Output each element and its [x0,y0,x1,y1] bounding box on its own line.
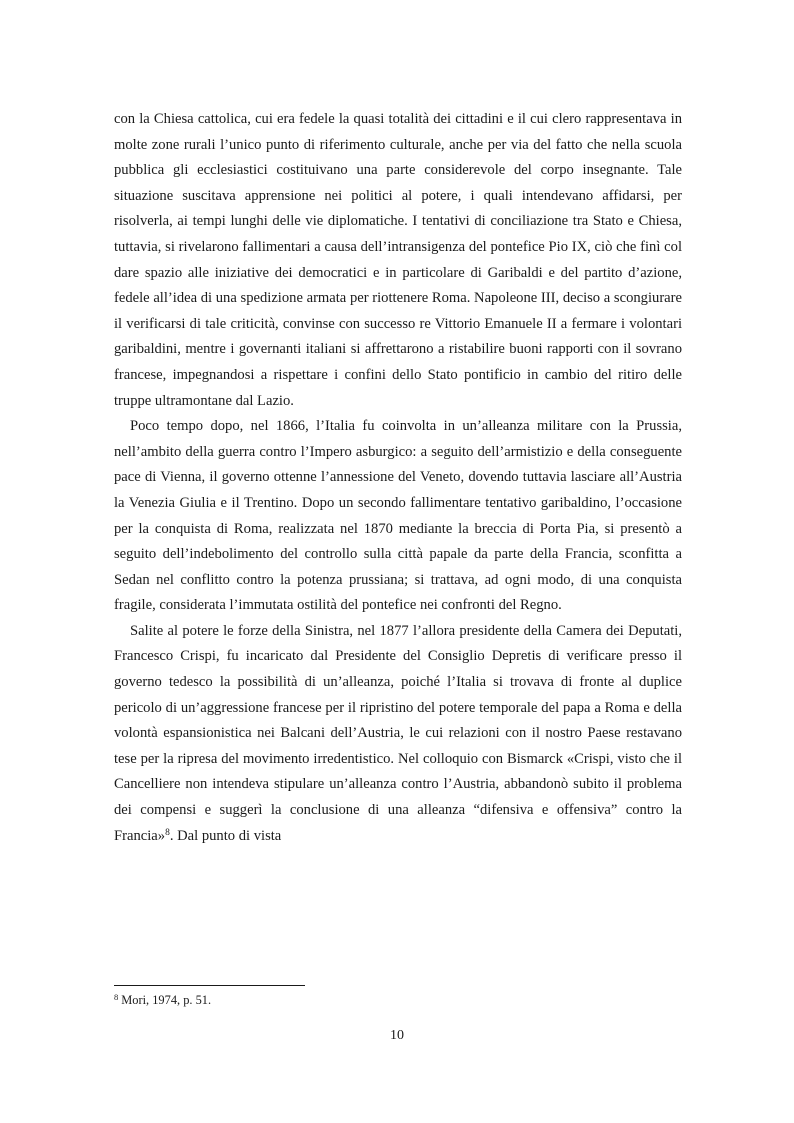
footnote-number: 8 [114,992,119,1002]
paragraph-3-text: Salite al potere le forze della Sinistra, nel 1877 l’allora presidente della Camera dei Deputati, Francesco Crispi, fu incaricato dal Presidente del Consiglio Depretis di verificare presso il governo tedesco la possibilità di un’alleanza, poiché l’Italia si trovava di fronte al duplice pericolo di un’aggressione francese per il ripristino del potere temporale del papa a Roma e della volontà espansionistica nei Balcani dell’Austria, le cui relazioni con il nostro Paese restavano tese per la ripresa del movimento irredentistico. Nel colloquio con Bismarck «Crispi, visto che il Cancelliere non intendeva stipulare un’alleanza contro l’Austria, abbandonò subito il problema dei compensi e suggerì la conclusione di una alleanza “difensiva e offensiva” contro la Francia» [114,622,682,844]
body-paragraph-2: Poco tempo dopo, nel 1866, l’Italia fu coinvolta in un’alleanza militare con la Prussia, nell’ambito della guerra contro l’Impero asburgico: a seguito dell’armistizio e della conseguente pace di Vienna, il governo ottenne l’annessione del Veneto, dovendo tuttavia lasciare all’Austria la Venezia Giulia e il Trentino. Dopo un secondo fallimentare tentativo garibaldino, l’occasione per la conquista di Roma, realizzata nel 1870 mediante la breccia di Porta Pia, si presentò a seguito dell’indebolimento del controllo sulla città papale da parte della Francia, sconfitta a Sedan nel conflitto contro la potenza prussiana; si trattava, ad ogni modo, di una conquista fragile, considerata l’immutata ostilità del pontefice nei confronti del Regno. [114,418,682,614]
footnote-text: Mori, 1974, p. 51. [121,993,212,1007]
footnote-reference[interactable]: 8 [165,827,170,838]
body-paragraph-1: con la Chiesa cattolica, cui era fedele la quasi totalità dei cittadini e il cui clero rappresentava in molte zone rurali l’unico punto di riferimento culturale, anche per via del fatto che nella scuola pubblica gli ecclesiastici costituivano una parte considerevole del corpo insegnante. Tale situazione suscitava apprensione nei politici al potere, i quali intendevano affidarsi, per risolverla, ai tempi lunghi delle vie diplomatiche. I tentativi di conciliazione tra Stato e Chiesa, tuttavia, si rivelarono fallimentari a causa dell’intransigenza del pontefice Pio IX, ciò che finì col dare spazio alle iniziative dei democratici e in particolare di Garibaldi e del partito d’azione, fedele all’idea di una spedizione armata per riottenere Roma. Napoleone III, deciso a scongiurare il verificarsi di tale criticità, convinse con successo re Vittorio Emanuele II a fermare i volontari garibaldini, mentre i governanti italiani si affrettarono a ristabilire buoni rapporti con il sovrano francese, impegnandosi a rispettare i confini dello Stato pontificio in cambio del ritiro delle truppe ultramontane dal Lazio. [114,111,682,409]
footnote-separator [114,985,305,986]
paragraph-3-tail: . Dal punto di vista [169,827,282,844]
footnote [114,992,211,1008]
body-paragraph-3 [114,619,682,849]
page-number: 10 [390,1028,404,1043]
page-body [114,107,682,849]
